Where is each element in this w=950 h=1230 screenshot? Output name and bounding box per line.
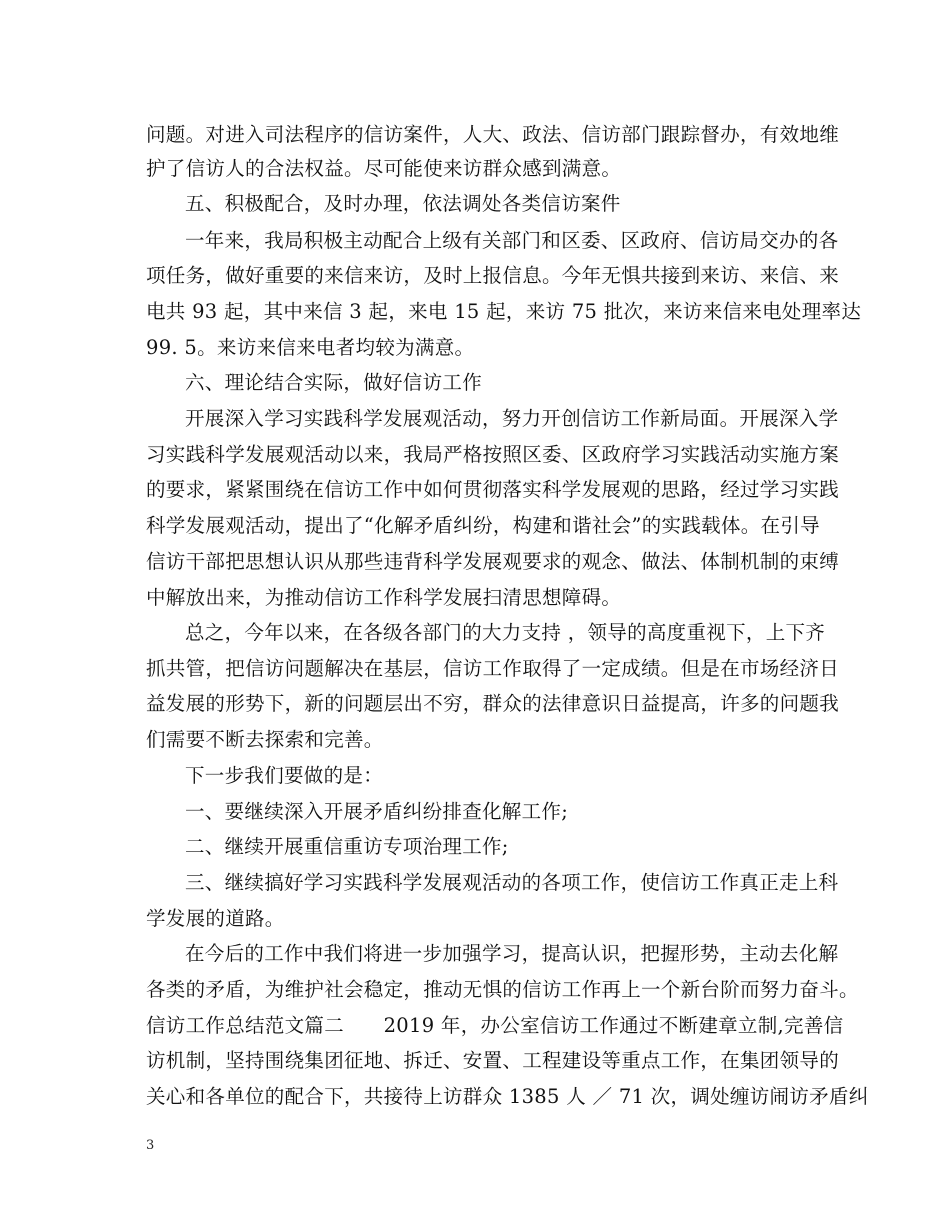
text-line: 学发展的道路。 xyxy=(146,907,285,930)
section-heading: 六、理论结合实际，做好信访工作 xyxy=(185,371,483,394)
text-line: 信访干部把思想认识从那些违背科学发展观要求的观念、做法、体制机制的束缚 xyxy=(146,550,840,573)
text-line: 习实践科学发展观活动以来，我局严格按照区委、区政府学习实践活动实施方案 xyxy=(146,443,840,466)
text-line: 一年来，我局积极主动配合上级有关部门和区委、区政府、信访局交办的各 xyxy=(185,229,839,252)
text-line: 的要求，紧紧围绕在信访工作中如何贯彻落实科学发展观的思路，经过学习实践 xyxy=(146,478,840,501)
section-heading: 五、积极配合，及时办理，依法调处各类信访案件 xyxy=(185,192,621,215)
text-line: 访机制，坚持围绕集团征地、拆迁、安置、工程建设等重点工作，在集团领导的 xyxy=(146,1049,840,1072)
list-item: 三、继续搞好学习实践科学发展观活动的各项工作，使信访工作真正走上科 xyxy=(185,871,839,894)
text-line: 护了信访人的合法权益。尽可能使来访群众感到满意。 xyxy=(146,157,622,180)
text-line: 关心和各单位的配合下，共接待上访群众 1385 人 ／ 71 次，调处缠访闹访矛盾纠 xyxy=(146,1085,869,1108)
text-line: 开展深入学习实践科学发展观活动，努力开创信访工作新局面。开展深入学 xyxy=(185,407,839,430)
text-line: 在今后的工作中我们将进一步加强学习，提高认识，把握形势，主动去化解 xyxy=(185,942,839,965)
page-number: 3 xyxy=(146,1138,155,1153)
text-line: 中解放出来，为推动信访工作科学发展扫清思想障碍。 xyxy=(146,586,622,609)
list-item: 二、继续开展重信重访专项治理工作; xyxy=(185,835,509,858)
text-line: 各类的矛盾，为维护社会稳定，推动无惧的信访工作再上一个新台阶而努力奋斗。 xyxy=(146,978,859,1001)
text-line: 99. 5。来访来信来电者均较为满意。 xyxy=(146,336,475,359)
text-line: 项任务，做好重要的来信来访，及时上报信息。今年无惧共接到来访、来信、来 xyxy=(146,264,840,287)
text-line: 抓共管，把信访问题解决在基层，信访工作取得了一定成绩。但是在市场经济日 xyxy=(146,657,840,680)
text-line: 电共 93 起，其中来信 3 起，来电 15 起，来访 75 批次，来访来信来电处理率达 xyxy=(146,300,862,323)
text-line: 益发展的形势下，新的问题层出不穷，群众的法律意识日益提高，许多的问题我 xyxy=(146,692,840,715)
text-line: 下一步我们要做的是： xyxy=(185,764,384,787)
text-line: 信访工作总结范文篇二 2019 年，办公室信访工作通过不断建章立制,完善信 xyxy=(146,1014,844,1037)
text-line: 总之，今年以来，在各级各部门的大力支持 ，领导的高度重视下，上下齐 xyxy=(185,621,826,644)
text-line: 问题。对进入司法程序的信访案件，人大、政法、信访部门跟踪督办，有效地维 xyxy=(146,123,840,146)
text-line: 科学发展观活动，提出了“化解矛盾纠纷，构建和谐社会”的实践载体。在引导 xyxy=(146,514,820,537)
list-item: 一、要继续深入开展矛盾纠纷排查化解工作; xyxy=(185,800,569,823)
text-line: 们需要不断去探索和完善。 xyxy=(146,728,384,751)
